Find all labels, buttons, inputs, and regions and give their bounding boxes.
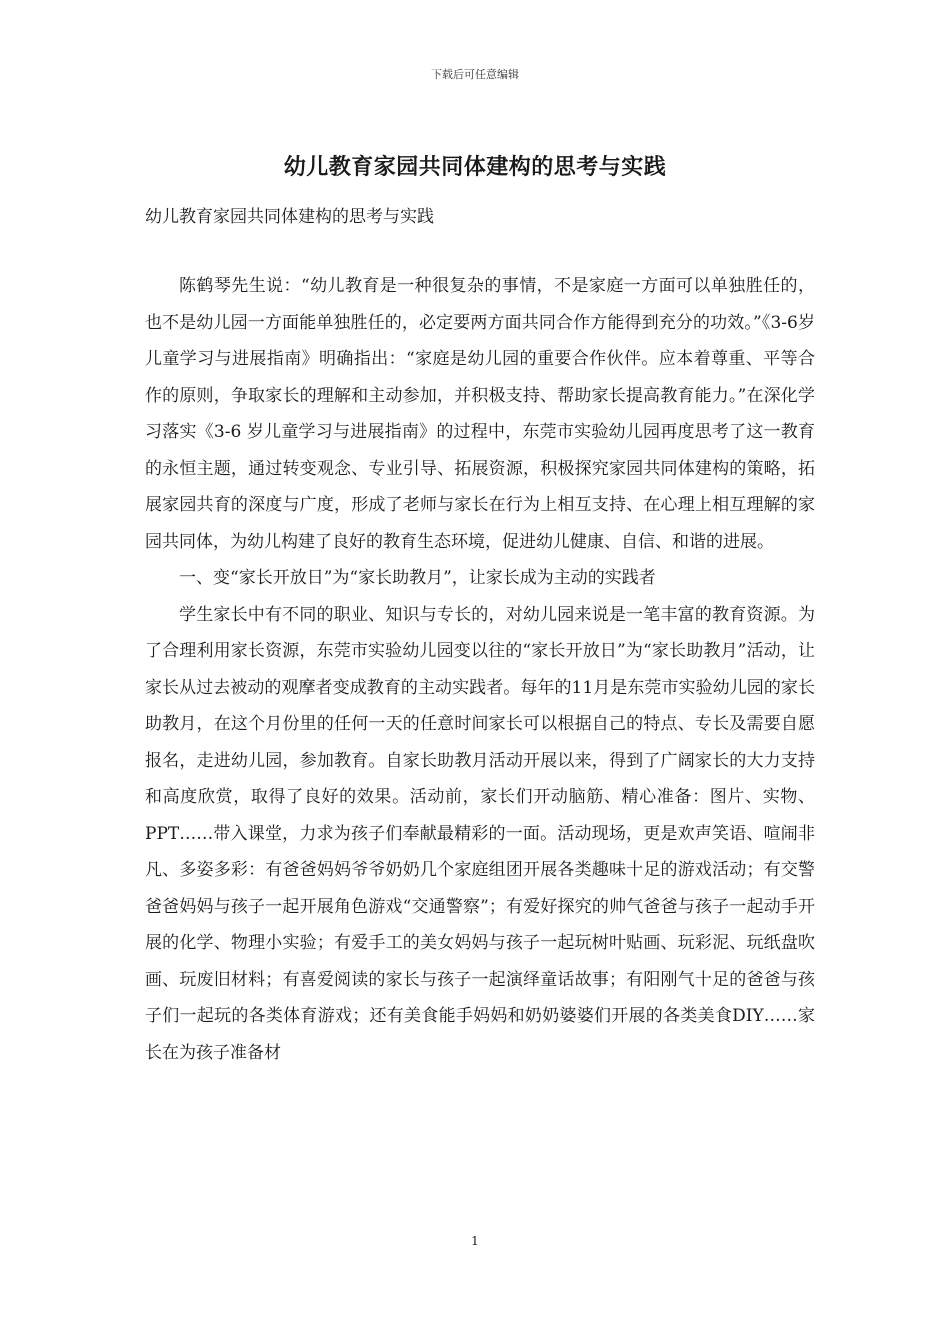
- document-body: [145, 268, 815, 1071]
- paragraph-section-1: 学生家长中有不同的职业、知识与专长的，对幼儿园来说是一笔丰富的教育资源。为了合理利用家长资源，东莞市实验幼儿园变以往的“家长开放日”为“家长助教月”活动，让家长从过去被动的观摩者变成教育的主动实践者。每年的11月是东莞市实验幼儿园的家长助教月，在这个月份里的任何一天的任意时间家长可以根据自己的特点、专长及需要自愿报名，走进幼儿园，参加教育。自家长助教月活动开展以来，得到了广阔家长的大力支持和高度欣赏，取得了良好的效果。活动前，家长们开动脑筋、精心准备：图片、实物、PPT……带入课堂，力求为孩子们奉献最精彩的一面。活动现场，更是欢声笑语、喧闹非凡、多姿多彩：有爸爸妈妈爷爷奶奶几个家庭组团开展各类趣味十足的游戏活动；有交警爸爸妈妈与孩子一起开展角色游戏“交通警察”；有爱好探究的帅气爸爸与孩子一起动手开展的化学、物理小实验；有爱手工的美女妈妈与孩子一起玩树叶贴画、玩彩泥、玩纸盘吹画、玩废旧材料；有喜爱阅读的家长与孩子一起演绎童话故事；有阳刚气十足的爸爸与孩子们一起玩的各类体育游戏；还有美食能手妈妈和奶奶婆婆们开展的各类美食DIY……家长在为孩子准备材: [145, 604, 815, 1063]
- paragraph-intro: 陈鹤琴先生说：“幼儿教育是一种很复杂的事情，不是家庭一方面可以单独胜任的，也不是幼儿园一方面能单独胜任的，必定要两方面共同合作方能得到充分的功效。”《3-6岁儿童学习与进展指南》明确指出：“家庭是幼儿园的重要合作伙伴。应本着尊重、平等合作的原则，争取家长的理解和主动参加，并积极支持、帮助家长提高教育能力。”在深化学习落实《3-6 岁儿童学习与进展指南》的过程中，东莞市实验幼儿园再度思考了这一教育的永恒主题，通过转变观念、专业引导、拓展资源，积极探究家园共同体建构的策略，拓展家园共育的深度与广度，形成了老师与家长在行为上相互支持、在心理上相互理解的家园共同体，为幼儿构建了良好的教育生态环境，促进幼儿健康、自信、和谐的进展。: [145, 276, 815, 552]
- section-heading-1: 一、变“家长开放日”为“家长助教月”，让家长成为主动的实践者: [179, 568, 656, 588]
- document-title: 幼儿教育家园共同体建构的思考与实践: [283, 155, 667, 180]
- page-number: 1: [471, 1234, 479, 1248]
- document-subtitle: 幼儿教育家园共同体建构的思考与实践: [145, 207, 434, 227]
- header-note: 下载后可任意编辑: [431, 68, 519, 81]
